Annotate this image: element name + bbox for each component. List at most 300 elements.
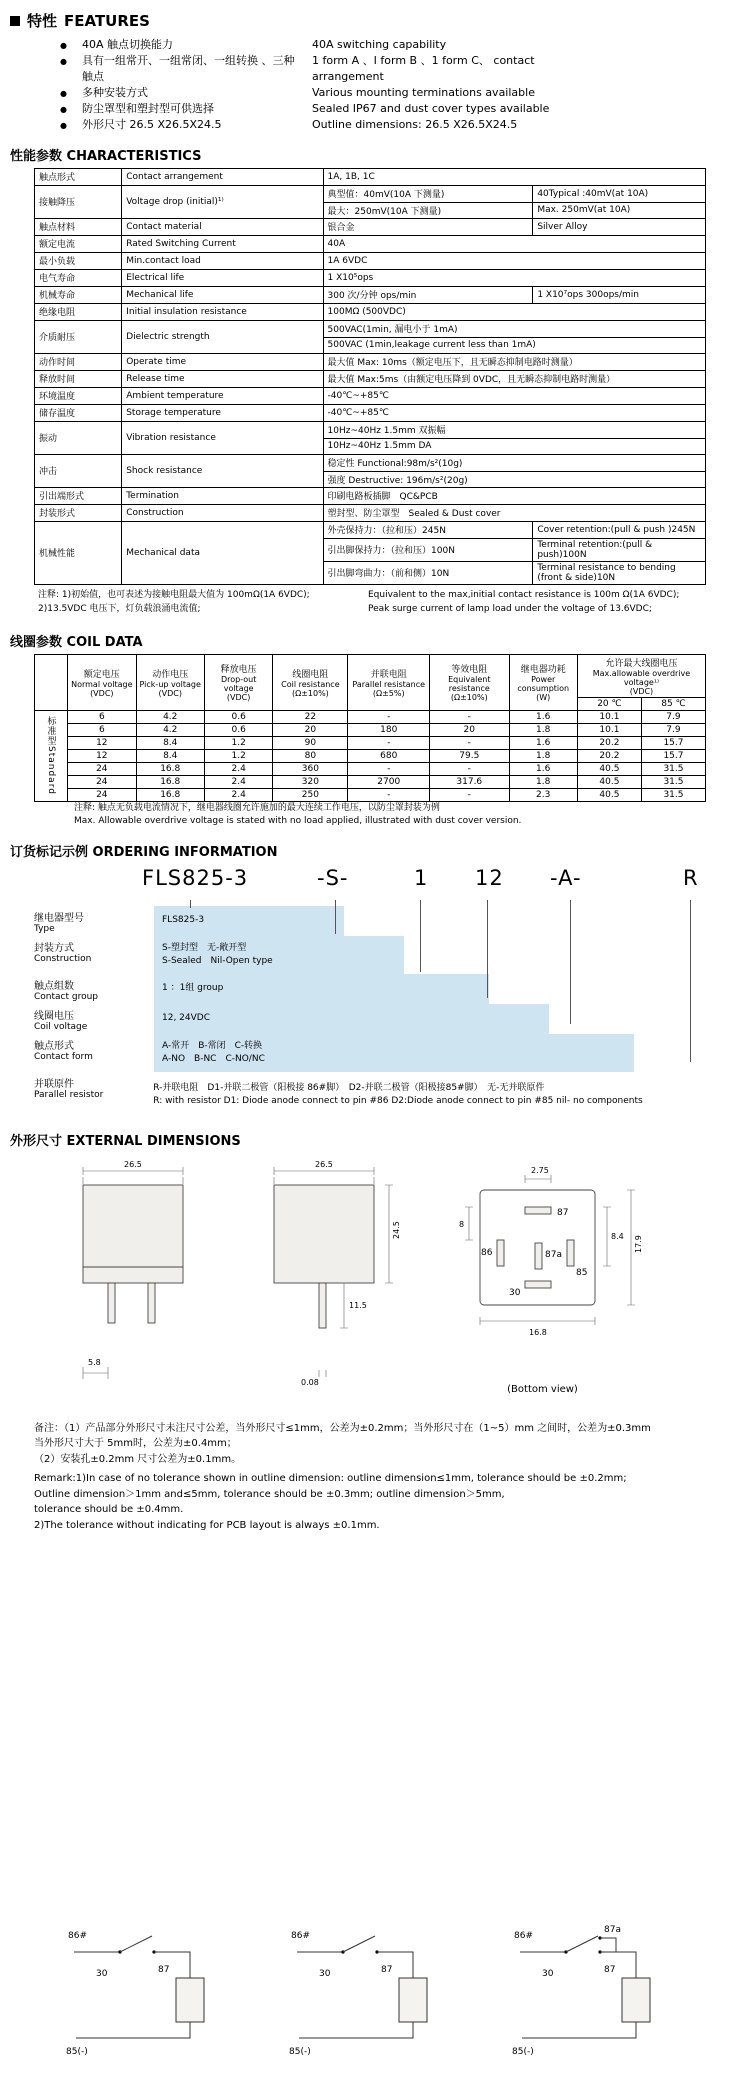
char-value-cell: 10Hz~40Hz 1.5mm DA xyxy=(327,441,432,452)
ordering-section xyxy=(0,829,740,1118)
char-label-zh: 电气寿命 xyxy=(35,269,122,286)
coil-header-zh: 继电器功耗 xyxy=(520,665,566,675)
coil-header-en: Coil resistance xyxy=(281,679,340,689)
ordering-code-part: R xyxy=(683,865,699,890)
char-label-zh: 封装形式 xyxy=(35,504,122,521)
char-value-line xyxy=(324,538,705,561)
coil-cell: 31.5 xyxy=(641,788,705,801)
coil-cell: 22 xyxy=(273,710,348,723)
char-value xyxy=(323,521,705,584)
char-value-line xyxy=(324,505,705,521)
coil-cell: 2.4 xyxy=(204,762,272,775)
coil-header-cell xyxy=(136,654,204,710)
coil-header-cell xyxy=(273,654,348,710)
char-value-cell: 塑封型、防尘罩型 Sealed & Dust cover xyxy=(327,509,501,520)
coil-cell: 90 xyxy=(273,736,348,749)
char-value-line xyxy=(324,337,705,353)
pin-label: 30 xyxy=(319,1969,331,1979)
ordering-code-part: -S- xyxy=(317,865,349,890)
char-value-cell: -40℃~+85℃ xyxy=(327,407,389,418)
features-heading xyxy=(10,8,706,37)
char-value-line xyxy=(324,202,705,218)
char-label-zh: 接触降压 xyxy=(35,185,122,218)
ordering-row xyxy=(34,1034,706,1072)
dim-label: 2.75 xyxy=(531,1165,549,1175)
char-label-en: Storage temperature xyxy=(122,404,323,421)
char-value-cell: Terminal resistance to bending (front & side)10N xyxy=(537,562,676,583)
char-value-line xyxy=(324,354,705,370)
char-label-en: Release time xyxy=(122,370,323,387)
coil-cell: 20.2 xyxy=(577,749,641,762)
coil-header-en: Pick-up voltage xyxy=(139,679,201,689)
char-value-cell: 300 次/分钟 ops/min xyxy=(324,287,534,303)
coil-cell: 680 xyxy=(348,749,430,762)
char-value-line xyxy=(324,455,705,471)
coil-note-line: 注释: 触点无负载电流情况下，继电器线圈允许施加的最大连续工作电压，以防尘罩封装为例 xyxy=(74,802,440,813)
ordering-row-text: 12, 24VDC xyxy=(162,1013,210,1024)
coil-header-cell xyxy=(430,654,509,710)
coil-header-cell xyxy=(68,654,136,710)
coil-cell: 180 xyxy=(348,723,430,736)
ordering-label-zh: 继电器型号 xyxy=(34,912,84,924)
characteristics-table-body xyxy=(35,168,706,584)
ordering-code xyxy=(34,866,706,906)
char-label-zh: 储存温度 xyxy=(35,404,122,421)
feature-text-zh: 40A 触点切换能力 xyxy=(82,38,174,51)
ordering-row-band xyxy=(154,936,404,974)
char-row xyxy=(35,487,706,504)
char-value xyxy=(323,504,705,521)
coil-cell: - xyxy=(348,736,430,749)
char-value xyxy=(323,218,705,235)
remark-line-zh: 备注：（1）产品部分外形尺寸未注尺寸公差，当外形尺寸≤1mm，公差为±0.2mm；当外形尺寸在（1~5）mm 之间时，公差为±0.3mm xyxy=(34,1422,651,1434)
coil-cell: 12 xyxy=(68,749,136,762)
char-value-cell: -40℃~+85℃ xyxy=(327,390,389,401)
feature-item xyxy=(60,53,706,85)
coil-cell: 1.2 xyxy=(204,749,272,762)
coil-group-en: Standard xyxy=(46,746,57,795)
char-row xyxy=(35,320,706,353)
coil-cell: 31.5 xyxy=(641,762,705,775)
char-value xyxy=(323,421,705,454)
coil-header-zh: 动作电压 xyxy=(152,669,189,680)
char-value-line xyxy=(324,405,705,421)
pin-label: 85(-) xyxy=(512,2047,534,2057)
characteristics-section xyxy=(0,133,740,619)
ordering-label-zh: 触点形式 xyxy=(34,1040,74,1052)
bottom-view-drawing xyxy=(435,1155,650,1395)
coil-header-zh: 线圈电阻 xyxy=(292,669,329,680)
coil-header-unit: (VDC) xyxy=(90,688,114,698)
pin-label: 85(-) xyxy=(66,2047,88,2057)
char-label-en: Electrical life xyxy=(122,269,323,286)
side-view-drawing xyxy=(249,1155,409,1390)
char-label-zh: 环境温度 xyxy=(35,387,122,404)
characteristics-title-en: CHARACTERISTICS xyxy=(66,148,202,164)
char-value-line xyxy=(324,438,705,454)
coil-cell: - xyxy=(430,788,509,801)
wiring-schematics-section xyxy=(0,1922,740,2078)
char-row xyxy=(35,387,706,404)
dimension-drawings xyxy=(34,1155,706,1395)
coil-group-zh: 标准型 xyxy=(45,716,56,747)
char-label-zh: 动作时间 xyxy=(35,353,122,370)
char-label-en: Ambient temperature xyxy=(122,387,323,404)
remark-line-zh: （2）安装孔±0.2mm 尺寸公差为±0.1mm。 xyxy=(34,1453,242,1465)
coil-table-head xyxy=(35,654,706,710)
coil-row xyxy=(35,788,706,801)
ordering-code-part: FLS825-3 xyxy=(142,865,249,890)
coil-header-en: Equivalent resistance xyxy=(448,675,491,693)
char-label-zh: 振动 xyxy=(35,421,122,454)
ordering-row-band xyxy=(154,974,489,1004)
ordering-label-en: Contact group xyxy=(34,991,99,1002)
ordering-row-text: R-并联电阻 D1-并联二极管（阳极接 86#脚） D2-并联二极管（阳极接85#脚） 无-无并联原件 xyxy=(153,1082,545,1093)
char-label-zh: 额定电流 xyxy=(35,235,122,252)
ordering-row-label xyxy=(34,1072,153,1118)
ordering-label-en: Coil voltage xyxy=(34,1021,88,1032)
remarks-en xyxy=(34,1471,706,1533)
char-value-line xyxy=(324,488,705,504)
feature-item xyxy=(60,37,706,53)
coil-cell: 79.5 xyxy=(430,749,509,762)
char-value-line xyxy=(324,236,705,252)
ordering-label-zh: 封装方式 xyxy=(34,942,74,954)
coil-cell: 0.6 xyxy=(204,710,272,723)
char-label-zh: 介质耐压 xyxy=(35,320,122,353)
coil-cell: 40.5 xyxy=(577,788,641,801)
feature-item xyxy=(60,101,706,117)
feature-text-zh: 防尘罩型和塑封型可供选择 xyxy=(82,101,214,115)
coil-cell: 360 xyxy=(273,762,348,775)
coil-cell: 6 xyxy=(68,710,136,723)
coil-header-cell xyxy=(348,654,430,710)
ordering-row xyxy=(34,906,706,936)
characteristics-table xyxy=(34,168,706,585)
coil-cell: 1.8 xyxy=(509,749,577,762)
ordering-diagram xyxy=(34,866,706,1118)
coil-row xyxy=(35,736,706,749)
dim-label: 8 xyxy=(459,1219,465,1229)
char-label-zh: 引出端形式 xyxy=(35,487,122,504)
coil-cell: 1.6 xyxy=(509,762,577,775)
coil-row xyxy=(35,723,706,736)
dim-label: 0.08 xyxy=(301,1377,319,1387)
connector-line xyxy=(487,900,488,998)
char-label-en: Rated Switching Current xyxy=(122,235,323,252)
note-zh: 注释: 1)初始值，也可表述为接触电阻最大值为 100mΩ(1A 6VDC); xyxy=(38,589,310,600)
coil-header-unit: (VDC) xyxy=(629,686,654,696)
ordering-heading xyxy=(10,841,706,860)
remarks-zh xyxy=(34,1421,706,1468)
dim-label: 26.5 xyxy=(315,1159,333,1169)
coil-header-zh: 等效电阻 xyxy=(451,665,488,675)
char-label-zh: 冲击 xyxy=(35,454,122,487)
char-value-cell: 40A xyxy=(327,238,346,249)
char-value-cell: 典型值：40mV(10A 下测量) xyxy=(324,186,534,202)
coil-cell: 12 xyxy=(68,736,136,749)
features-list xyxy=(34,37,706,133)
coil-cell: 16.8 xyxy=(136,762,204,775)
coil-header-zh: 允许最大线圈电压 xyxy=(605,658,678,669)
coil-notes xyxy=(34,802,706,829)
ordering-row xyxy=(34,936,706,974)
coil-header-en: Power consumption xyxy=(517,675,570,693)
char-value-line xyxy=(324,422,705,438)
char-label-en: Shock resistance xyxy=(122,454,323,487)
char-label-en: Termination xyxy=(122,487,323,504)
features-section xyxy=(0,8,740,133)
char-value-line xyxy=(324,321,705,337)
coil-cell: 320 xyxy=(273,775,348,788)
ordering-label-zh: 触点组数 xyxy=(34,980,74,992)
char-row xyxy=(35,404,706,421)
note-en: Peak surge current of lamp load under the voltage of 13.6VDC; xyxy=(368,603,652,614)
coil-header-unit: (Ω±5%) xyxy=(372,688,405,698)
char-value-line xyxy=(324,522,705,538)
note-line xyxy=(34,589,706,603)
pin-label: 86 xyxy=(481,1247,493,1258)
coil-header-unit: (W) xyxy=(536,693,551,702)
feature-text-zh: 具有一组常开、一组常闭、一组转换 、三种触点 xyxy=(82,53,295,83)
dimensions-title-zh: 外形尺寸 xyxy=(10,1133,63,1149)
dim-label: 26.5 xyxy=(124,1159,142,1169)
char-value-line xyxy=(324,186,705,202)
char-value-line xyxy=(324,287,705,303)
char-value-cell: Max. 250mV(at 10A) xyxy=(537,205,631,216)
char-value xyxy=(323,269,705,286)
char-value xyxy=(323,370,705,387)
feature-item xyxy=(60,117,706,133)
char-row xyxy=(35,303,706,320)
ordering-row-label xyxy=(34,936,154,974)
dim-label: 11.5 xyxy=(349,1300,367,1310)
connector-line xyxy=(335,900,336,934)
ordering-code-part: 12 xyxy=(475,865,504,890)
coil-cell: 1.6 xyxy=(509,710,577,723)
wiring-schematics xyxy=(34,1922,706,2066)
pin-label: 87a xyxy=(604,1925,621,1935)
ordering-row-text: S-Sealed Nil-Open type xyxy=(162,955,273,966)
char-row xyxy=(35,421,706,454)
char-label-en: Contact arrangement xyxy=(122,168,323,185)
char-value-line xyxy=(324,388,705,404)
coil-cell: 24 xyxy=(68,762,136,775)
coil-cell: 20 xyxy=(430,723,509,736)
ordering-row-text: A-NO B-NC C-NO/NC xyxy=(162,1053,265,1064)
char-value-line xyxy=(324,270,705,286)
coil-cell: 6 xyxy=(68,723,136,736)
ordering-title-zh: 订货标记示例 xyxy=(10,844,89,860)
pin-label: 85 xyxy=(576,1267,588,1278)
coil-cell: 15.7 xyxy=(641,736,705,749)
char-value-cell: 最大值 Max: 10ms（额定电压下，且无瞬态抑制电路时测量） xyxy=(327,358,578,369)
char-value-cell: 印刷电路板插脚 QC&PCB xyxy=(327,492,438,503)
bottom-view-caption: (Bottom view) xyxy=(507,1383,578,1395)
characteristics-notes xyxy=(34,589,706,617)
dimensions-title-en: EXTERNAL DIMENSIONS xyxy=(66,1133,241,1149)
char-value xyxy=(323,235,705,252)
dimensions-heading xyxy=(10,1130,706,1149)
char-value xyxy=(323,286,705,303)
char-label-zh: 释放时间 xyxy=(35,370,122,387)
characteristics-heading xyxy=(10,145,706,164)
connector-line xyxy=(570,900,571,1024)
char-value xyxy=(323,303,705,320)
coil-header-zh: 释放电压 xyxy=(220,665,257,675)
coil-header-zh: 并联电阻 xyxy=(370,669,407,680)
coil-heading xyxy=(10,631,706,650)
remark-line-en: Remark:1)In case of no tolerance shown in outline dimension: outline dimension≤1mm, tolerance should be ±0.2mm; xyxy=(34,1473,627,1484)
bullet-icon: ● xyxy=(60,56,67,66)
pin-label: 87 xyxy=(557,1207,569,1218)
char-value-cell: Silver Alloy xyxy=(537,221,588,232)
coil-subheader-cell: 20 ℃ xyxy=(577,697,641,710)
char-value-line xyxy=(324,561,705,584)
char-value xyxy=(323,353,705,370)
char-value xyxy=(323,252,705,269)
ordering-rows xyxy=(34,906,706,1118)
coil-cell: 40.5 xyxy=(577,762,641,775)
feature-text-en: 40A switching capability xyxy=(312,38,447,51)
ordering-row-label xyxy=(34,1034,154,1072)
wiring-diagram-1 xyxy=(62,1922,232,2066)
coil-cell: 1.2 xyxy=(204,736,272,749)
coil-cell: 317.6 xyxy=(430,775,509,788)
coil-group-cell xyxy=(35,710,68,801)
feature-text-zh: 多种安装方式 xyxy=(82,85,148,99)
char-value xyxy=(323,168,705,185)
ordering-row-text: S-塑封型 无-敞开型 xyxy=(162,942,247,953)
coil-row xyxy=(35,762,706,775)
note-zh: 2)13.5VDC 电压下，灯负载浪涌电流值; xyxy=(38,603,201,614)
coil-cell: - xyxy=(430,762,509,775)
pin-label: 87 xyxy=(381,1965,393,1975)
wiring-diagram-3 xyxy=(508,1922,678,2066)
coil-header-cell xyxy=(577,654,705,697)
ordering-row-text: R: with resistor D1: Diode anode connect to pin #86 D2:Diode anode connect to pin #85 nil- no components xyxy=(153,1095,643,1106)
ordering-label-zh: 并联原件 xyxy=(34,1078,74,1090)
feature-item xyxy=(60,85,706,101)
char-label-zh: 绝缘电阻 xyxy=(35,303,122,320)
char-value-cell: 稳定性 Functional:98m/s²(10g) xyxy=(327,459,463,470)
coil-section xyxy=(0,619,740,829)
coil-title-en: COIL DATA xyxy=(66,634,143,650)
coil-header-zh: 额定电压 xyxy=(83,669,120,680)
coil-header-unit: (VDC) xyxy=(226,693,251,702)
dimensions-section xyxy=(0,1118,740,1395)
coil-table-body xyxy=(35,710,706,801)
ordering-row-label xyxy=(34,1004,154,1034)
char-value-cell: 1 X10⁷ops 300ops/min xyxy=(537,289,639,300)
ordering-row-band xyxy=(153,1072,706,1118)
char-row xyxy=(35,218,706,235)
char-row xyxy=(35,269,706,286)
pin-label: 86# xyxy=(68,1931,87,1941)
pin-label: 86# xyxy=(291,1931,310,1941)
coil-cell: 15.7 xyxy=(641,749,705,762)
coil-cell: 20.2 xyxy=(577,736,641,749)
pin-label: 30 xyxy=(542,1969,554,1979)
feature-text-en: Sealed IP67 and dust cover types available xyxy=(312,101,550,115)
char-row xyxy=(35,521,706,584)
char-label-zh: 机械寿命 xyxy=(35,286,122,303)
ordering-row xyxy=(34,974,706,1004)
char-label-en: Mechanical data xyxy=(122,521,323,584)
coil-cell: 31.5 xyxy=(641,775,705,788)
coil-cell: 8.4 xyxy=(136,749,204,762)
ordering-row xyxy=(34,1004,706,1034)
features-title-zh: 特性 xyxy=(27,12,58,30)
coil-cell: 2700 xyxy=(348,775,430,788)
ordering-label-en: Parallel resistor xyxy=(34,1089,104,1100)
square-bullet-icon xyxy=(10,16,20,26)
remark-line-en: Outline dimension＞1mm and≤5mm, tolerance should be ±0.3mm; outline dimension＞5mm, xyxy=(34,1488,505,1500)
connector-line xyxy=(190,900,191,908)
char-label-en: Dielectric strength xyxy=(122,320,323,353)
coil-cell: - xyxy=(348,762,430,775)
char-row xyxy=(35,370,706,387)
char-value-line xyxy=(324,169,705,185)
char-label-zh: 机械性能 xyxy=(35,521,122,584)
char-row xyxy=(35,168,706,185)
coil-cell: 4.2 xyxy=(136,710,204,723)
coil-header-row xyxy=(35,654,706,697)
connector-line xyxy=(690,900,691,1062)
characteristics-title-zh: 性能参数 xyxy=(10,148,63,164)
ordering-row-band xyxy=(154,906,344,936)
char-value-line xyxy=(324,253,705,269)
coil-header-cell xyxy=(204,654,272,710)
char-value-cell: 10Hz~40Hz 1.5mm 双振幅 xyxy=(327,426,446,437)
char-value-line xyxy=(324,219,705,235)
char-label-en: Voltage drop (initial)¹⁾ xyxy=(122,185,323,218)
pin-label: 87a xyxy=(545,1249,562,1260)
features-title-en: FEATURES xyxy=(64,11,150,30)
char-label-zh: 最小负载 xyxy=(35,252,122,269)
coil-cell: 16.8 xyxy=(136,788,204,801)
coil-cell: 7.9 xyxy=(641,710,705,723)
char-value-cell: 500VAC(1min, 漏电小于 1mA) xyxy=(327,325,458,336)
char-value-cell: 强度 Destructive: 196m/s²(20g) xyxy=(327,475,468,486)
coil-cell: - xyxy=(348,710,430,723)
remark-line-en: tolerance should be ±0.4mm. xyxy=(34,1504,184,1515)
coil-row xyxy=(35,749,706,762)
coil-cell: 20 xyxy=(273,723,348,736)
char-value-line xyxy=(324,304,705,320)
char-value-cell: 最大值 Max:5ms（由额定电压降到 0VDC，且无瞬态抑制电路时测量） xyxy=(327,375,616,386)
ordering-label-en: Type xyxy=(34,923,55,934)
coil-cell: 40.5 xyxy=(577,775,641,788)
coil-corner-cell xyxy=(35,654,68,710)
char-value xyxy=(323,454,705,487)
char-value-line xyxy=(324,371,705,387)
char-row xyxy=(35,185,706,218)
ordering-row-band xyxy=(154,1034,634,1072)
coil-cell: 2.4 xyxy=(204,775,272,788)
coil-cell: 16.8 xyxy=(136,775,204,788)
dim-label: 5.8 xyxy=(88,1357,101,1367)
coil-cell: 10.1 xyxy=(577,723,641,736)
coil-cell: 4.2 xyxy=(136,723,204,736)
char-value-cell: 引出脚弯曲力：（前和侧）10N xyxy=(324,562,534,584)
dim-label: 17.9 xyxy=(634,1234,643,1253)
pin-label: 87 xyxy=(604,1965,616,1975)
bullet-icon: ● xyxy=(60,120,67,130)
remarks-section xyxy=(0,1421,740,1534)
char-value-cell: 1A, 1B, 1C xyxy=(327,171,375,182)
coil-cell: 24 xyxy=(68,788,136,801)
